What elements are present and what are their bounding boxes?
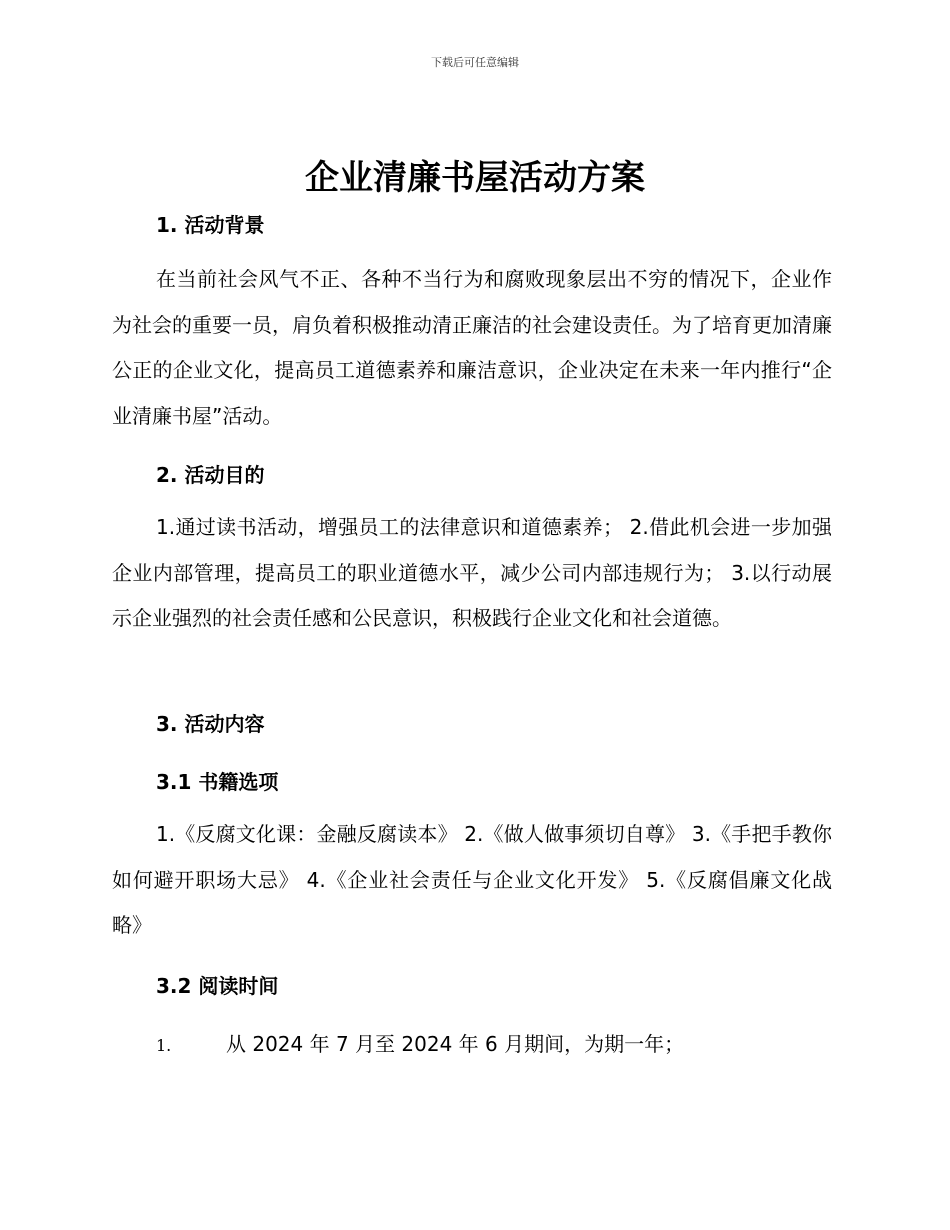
section-heading-content: 3. 活动内容 (156, 712, 265, 736)
list-item-text: 从 2024 年 7 月至 2024 年 6 月期间，为期一年； (226, 1032, 685, 1056)
list-item-number: 1. (156, 1036, 172, 1055)
list-item (156, 1028, 684, 1057)
page-header-note: 下载后可任意编辑 (431, 56, 519, 69)
document-title: 企业清廉书屋活动方案 (305, 158, 645, 198)
purpose-paragraph: 1.通过读书活动，增强员工的法律意识和道德素养； 2.借此机会进一步加强企业内部管理，提高员工的职业道德水平，减少公司内部违规行为； 3.以行动展示企业强烈的社会责任感和公民意识，积极践行企业文化和社会道德。 (112, 515, 832, 630)
section-heading-purpose: 2. 活动目的 (156, 463, 265, 487)
section-heading-reading-time: 3.2 阅读时间 (156, 974, 279, 998)
section-heading-background: 1. 活动背景 (156, 213, 265, 237)
section-heading-books: 3.1 书籍选项 (156, 770, 279, 794)
books-paragraph: 1.《反腐文化课：金融反腐读本》 2.《做人做事须切自尊》 3.《手把手教你如何避开职场大忌》 4.《企业社会责任与企业文化开发》 5.《反腐倡廉文化战略》 (112, 822, 832, 937)
background-paragraph: 在当前社会风气不正、各种不当行为和腐败现象层出不穷的情况下，企业作为社会的重要一员，肩负着积极推动清正廉洁的社会建设责任。为了培育更加清廉公正的企业文化，提高员工道德素养和廉洁意识，企业决定在未来一年内推行“企业清廉书屋”活动。 (112, 267, 832, 428)
